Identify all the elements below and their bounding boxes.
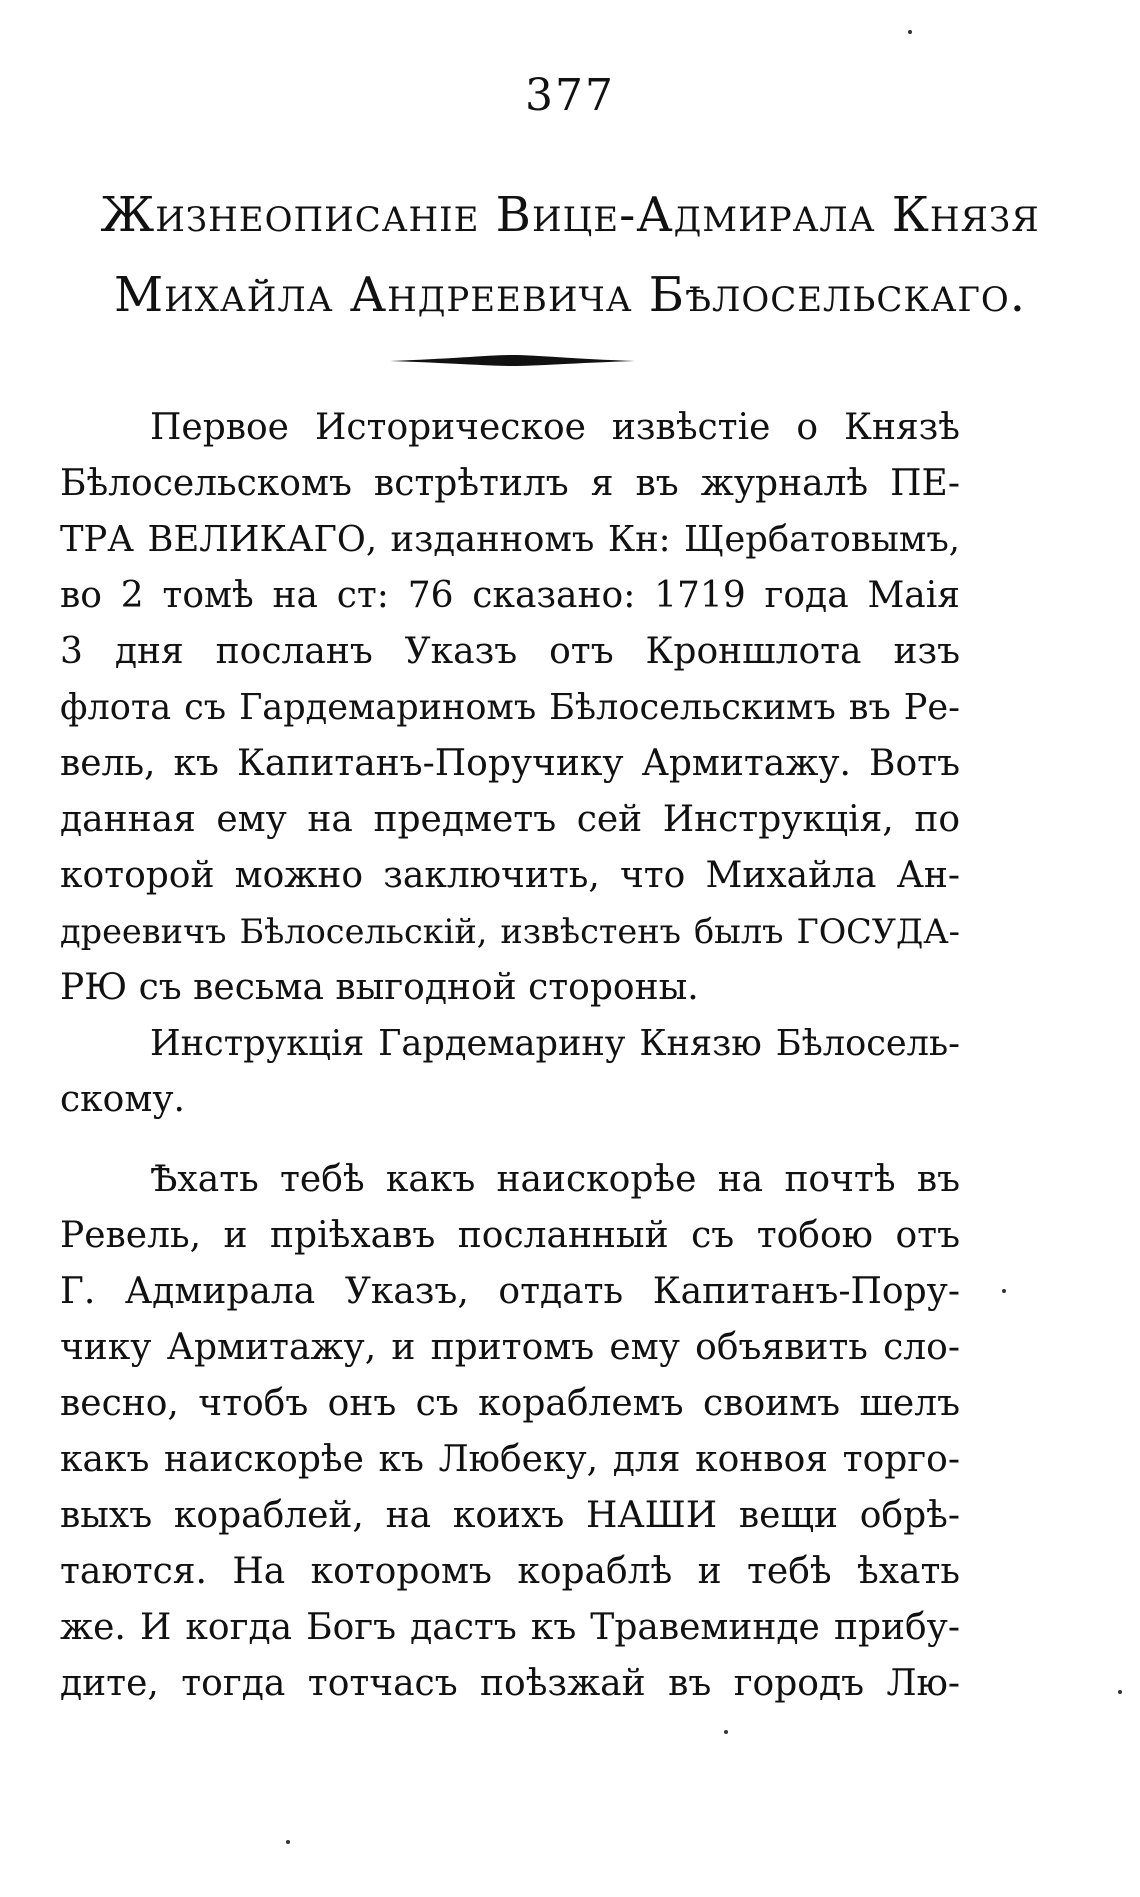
text-line: выхъ кораблей, на коихъ НАШИ вещи обрѣ- bbox=[60, 1495, 960, 1536]
text-line: какъ наискорѣе къ Любеку, для конвоя торго- bbox=[60, 1439, 960, 1480]
text-line: таются. На которомъ кораблѣ и тебѣ ѣхать bbox=[60, 1551, 960, 1592]
text-line: Инструкція Гардемарину Князю Бѣлосель- bbox=[150, 1023, 960, 1064]
text-line: дите, тогда тотчасъ поѣзжай въ городъ Лю- bbox=[60, 1663, 960, 1704]
title-line-2: Михайла Андреевича Бѣлосельскаго. bbox=[113, 267, 1027, 323]
text-line: которой можно заключить, что Михайла Ан- bbox=[60, 855, 960, 896]
text-line: чику Армитажу, и притомъ ему объявить сло- bbox=[60, 1327, 960, 1368]
text-line: весно, чтобъ онъ съ кораблемъ своимъ шелъ bbox=[60, 1383, 960, 1424]
text-line: же. И когда Богъ дастъ къ Травеминде прибу- bbox=[60, 1607, 960, 1648]
text-line: флота съ Гардемариномъ Бѣлосельскимъ въ Ре- bbox=[60, 687, 960, 728]
text-line: скому. bbox=[60, 1079, 185, 1120]
text-line: РЮ съ весьма выгодной стороны. bbox=[60, 967, 699, 1008]
print-speck bbox=[724, 1730, 728, 1734]
page-number: 377 bbox=[525, 70, 615, 121]
body-text bbox=[60, 400, 960, 1712]
text-line: дреевичъ Бѣлосельскій, извѣстенъ былъ ГОСУДА- bbox=[60, 912, 960, 951]
text-line: Бѣлосельскомъ встрѣтилъ я въ журналѣ ПЕ- bbox=[60, 463, 960, 504]
text-line: ТРА ВЕЛИКАГО, изданномъ Кн: Щербатовымъ, bbox=[60, 519, 960, 560]
print-speck bbox=[1002, 1289, 1006, 1293]
text-line: Первое Историческое извѣстіе о Князѣ bbox=[150, 407, 960, 448]
text-line: вель, къ Капитанъ-Поручику Армитажу. Вотъ bbox=[60, 743, 960, 784]
print-speck bbox=[286, 1840, 290, 1844]
title-line-1: Жизнеописаніе Вице-Адмирала Князя bbox=[100, 187, 1040, 243]
text-line: Г. Адмирала Указъ, отдать Капитанъ-Пору- bbox=[60, 1271, 960, 1312]
text-line: во 2 томѣ на ст: 76 сказано: 1719 года Маія bbox=[60, 575, 960, 616]
ornament-divider-icon bbox=[390, 352, 635, 370]
text-line: Ѣхать тебѣ какъ наискорѣе на почтѣ въ bbox=[150, 1159, 960, 1200]
paragraph-gap bbox=[60, 1128, 960, 1152]
text-line: данная ему на предметъ сей Инструкція, по bbox=[60, 799, 960, 840]
text-line: 3 дня посланъ Указъ отъ Кроншлота изъ bbox=[60, 631, 960, 672]
print-speck bbox=[908, 30, 912, 34]
text-line: Ревель, и пріѣхавъ посланный съ тобою отъ bbox=[60, 1215, 960, 1256]
chapter-title bbox=[40, 175, 1100, 335]
print-speck bbox=[1118, 1690, 1122, 1694]
